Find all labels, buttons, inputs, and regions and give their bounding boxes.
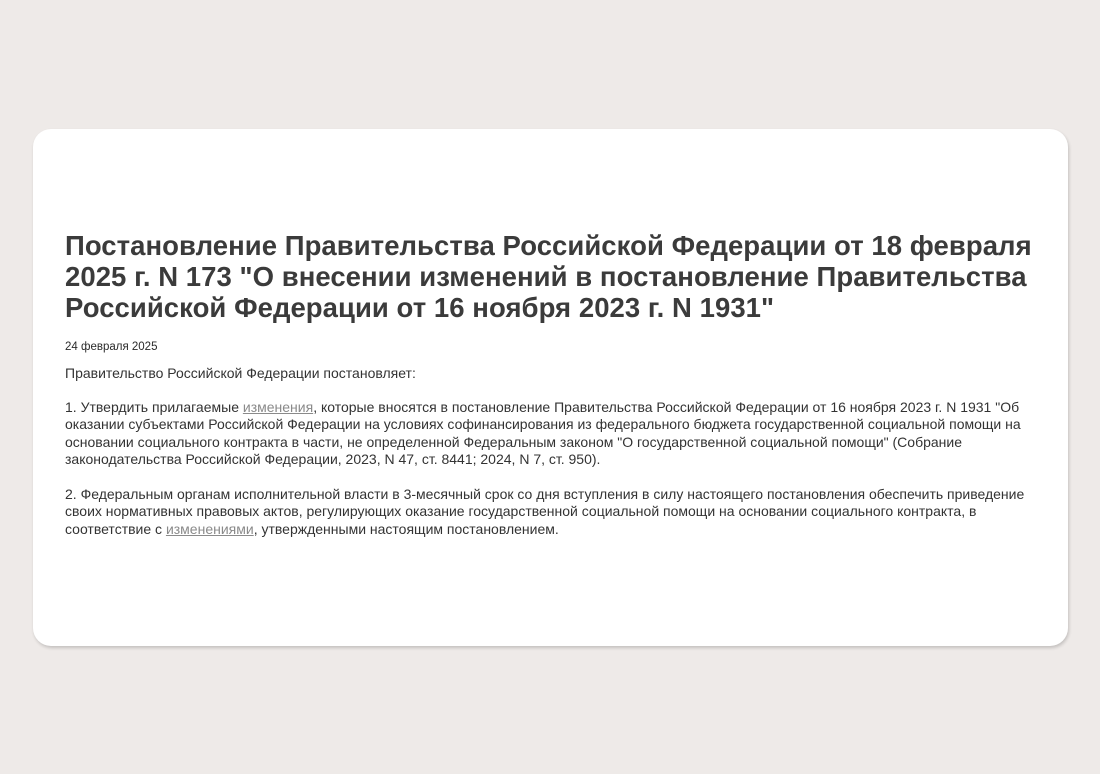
paragraph-1	[65, 399, 1055, 469]
paragraph-1-text-before: 1. Утвердить прилагаемые	[65, 398, 243, 415]
changes-link[interactable]: изменения	[242, 398, 314, 415]
document-date: 24 февраля 2025	[65, 341, 158, 353]
document-content	[65, 230, 1055, 538]
paragraph-2-text-before: 2. Федеральным органам исполнительной власти в 3-месячный срок со дня вступления в силу настоящего постановления обеспечить приведение своих нормативных правовых актов, регулирующих оказание государственной социальной помощи на основании социального контракта, в соответствие с	[65, 485, 1025, 537]
paragraph-1-text-after: , которые вносятся в постановление Правительства Российской Федерации от 16 ноября 2023 г. N 1931 "Об оказании субъектами Российской Федерации на условиях софинансирования из федерального бюджета государственной социальной помощи на основании социального контракта в части, не определенной Федеральным законом "О государственной социальной помощи" (Собрание законодательства Российской Федерации, 2023, N 47, ст. 8441; 2024, N 7, ст. 950).	[65, 398, 1021, 467]
intro-text: Правительство Российской Федерации постановляет:	[65, 365, 416, 381]
changes-link-2[interactable]: изменениями	[165, 520, 254, 537]
paragraph-2	[65, 486, 1055, 539]
document-title: Постановление Правительства Российской Федерации от 18 февраля 2025 г. N 173 "О внесении изменений в постановление Правительства Российской Федерации от 16 ноября 2023 г. N 1931"	[65, 230, 1032, 323]
paragraph-2-text-after: , утвержденными настоящим постановлением.	[253, 520, 559, 537]
document-card	[33, 129, 1068, 646]
